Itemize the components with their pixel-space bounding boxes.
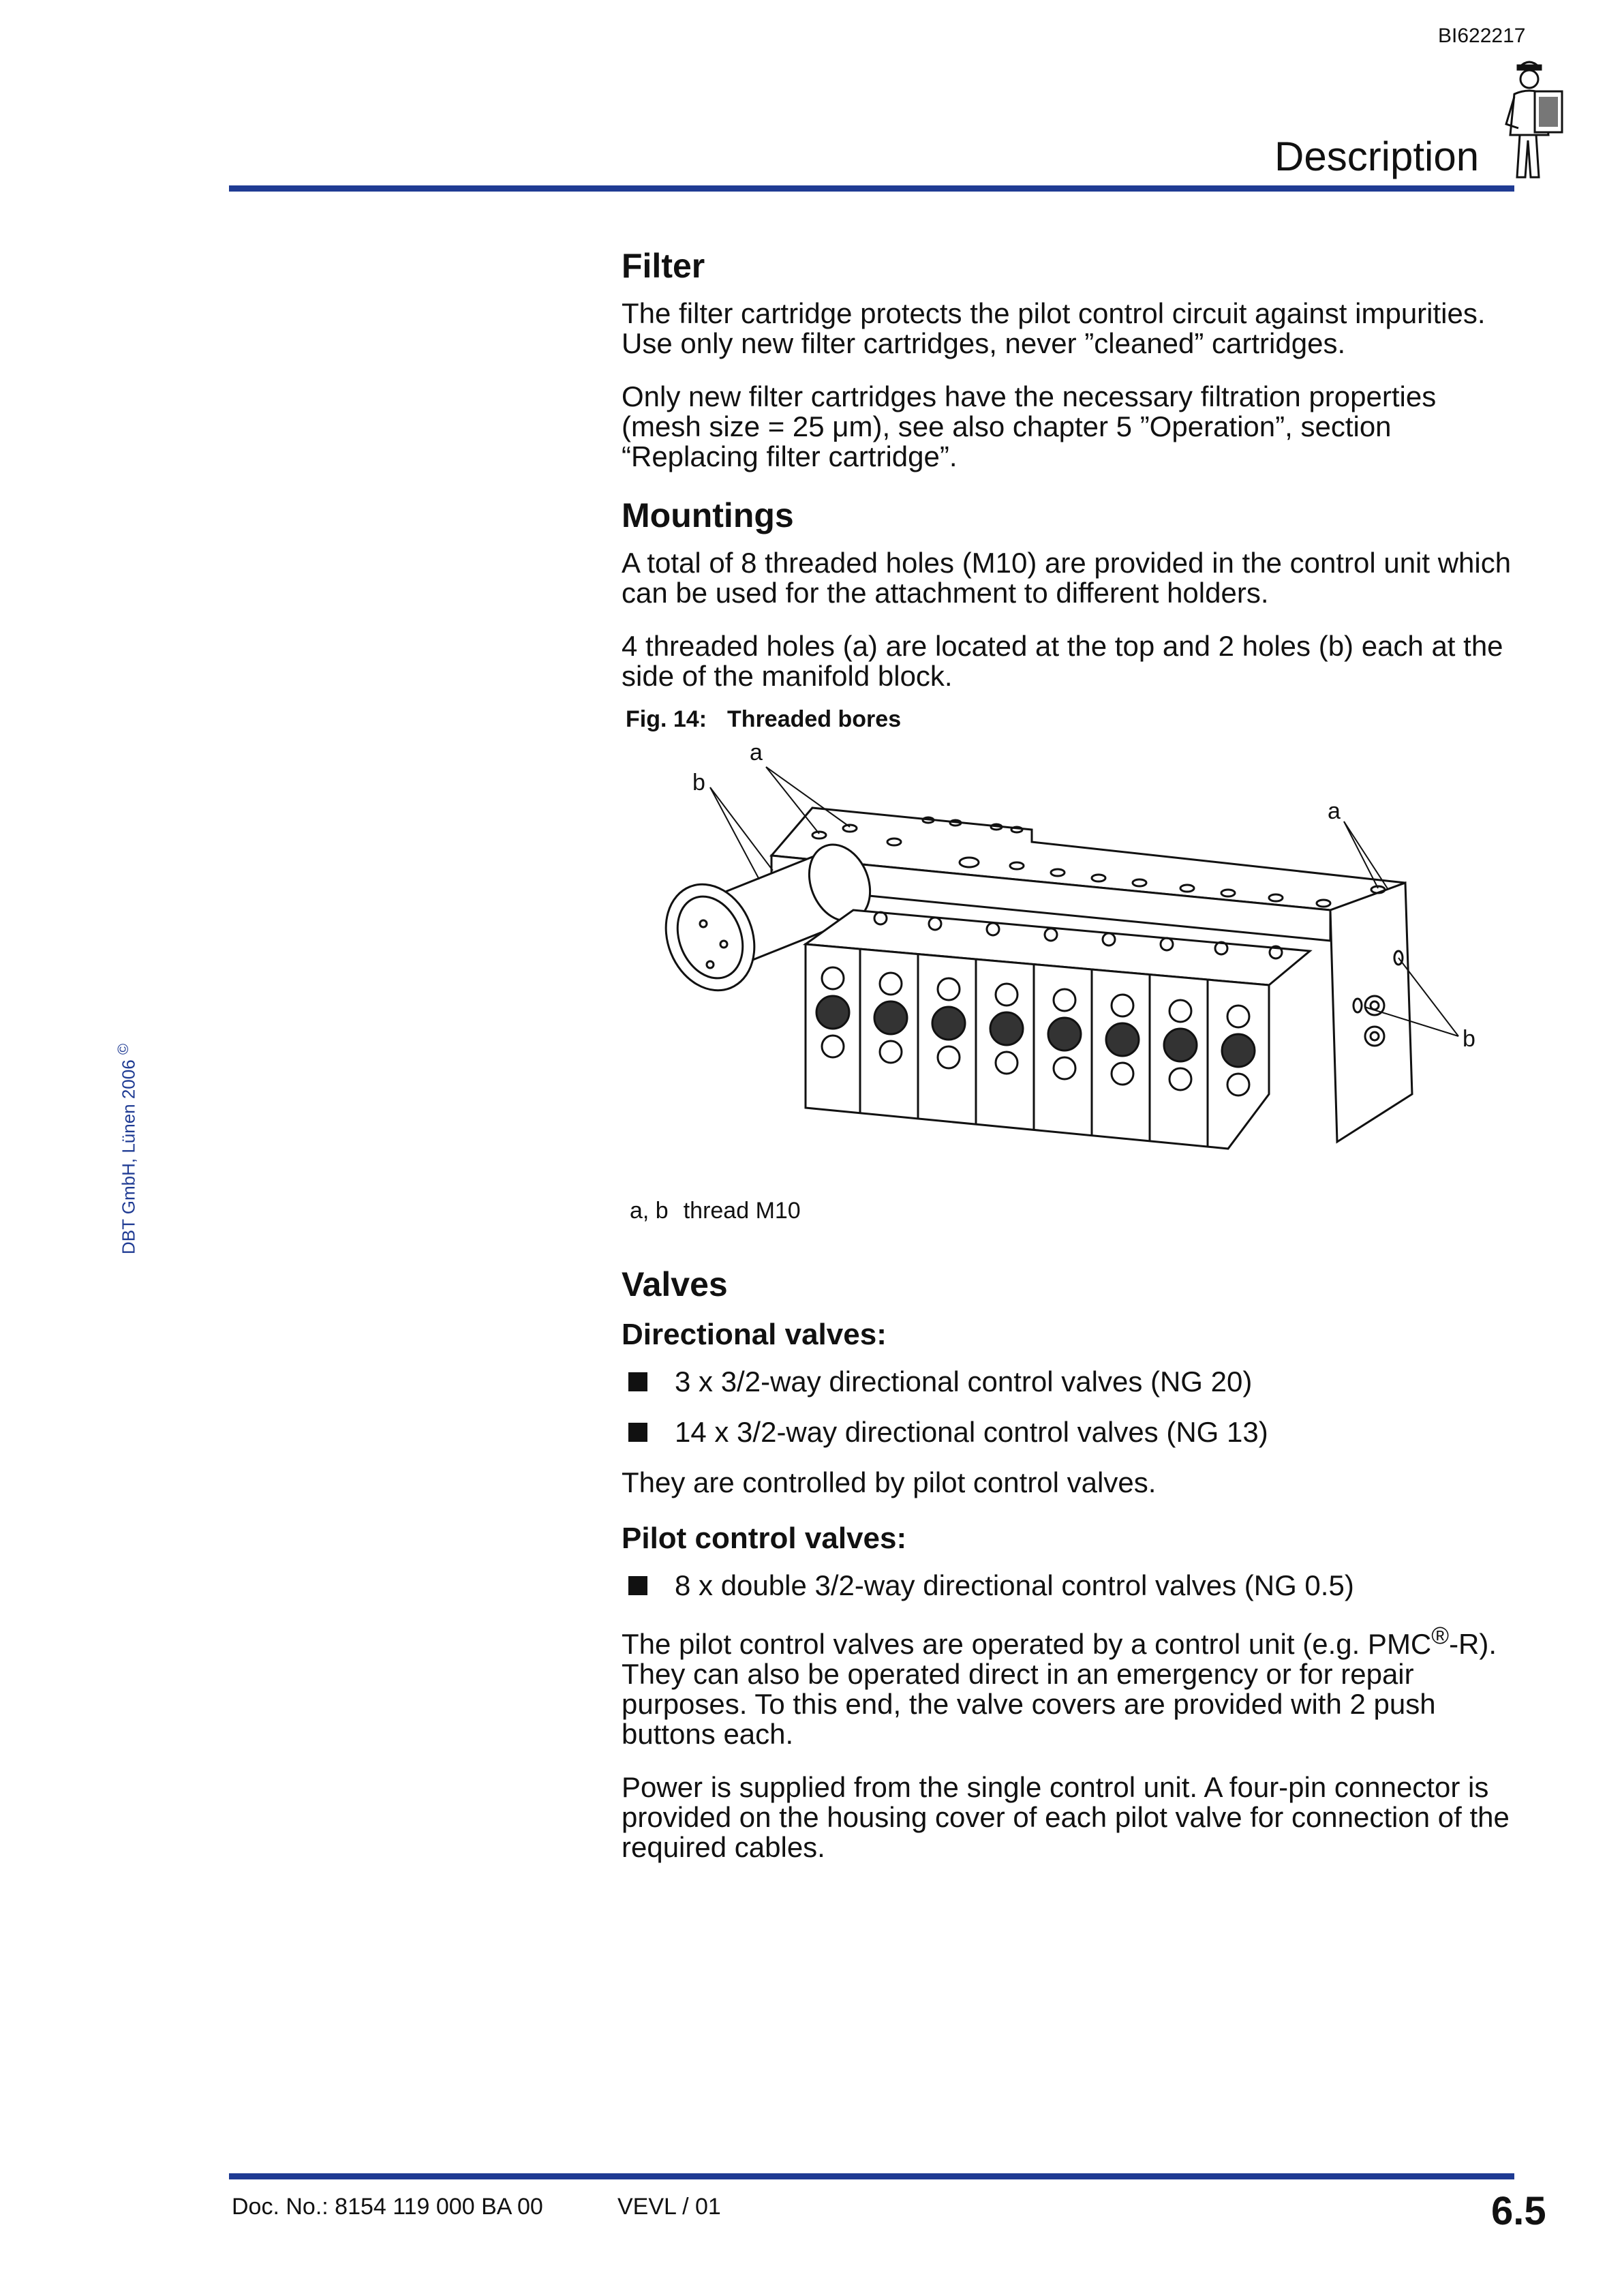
header-rule bbox=[229, 185, 1514, 192]
main-content bbox=[622, 245, 1521, 1886]
directional-valves-heading: Directional valves: bbox=[622, 1318, 887, 1351]
directional-valves-note: They are controlled by pilot control valves. bbox=[622, 1466, 1157, 1498]
figure-label-b-right: b bbox=[1463, 1026, 1475, 1052]
document-id: BI622217 bbox=[1438, 25, 1526, 47]
bullet-square-icon bbox=[628, 1576, 647, 1595]
footer-doc-number: Doc. No.: 8154 119 000 BA 00 bbox=[232, 2194, 543, 2220]
mountings-paragraph-2: 4 threaded holes (a) are located at the top and 2 holes (b) each at the side of the manifold block. bbox=[622, 630, 1503, 692]
registered-mark: ® bbox=[1431, 1622, 1450, 1649]
figure-caption bbox=[626, 706, 1521, 733]
footer-rule bbox=[229, 2173, 1514, 2179]
figure-title: Threaded bores bbox=[727, 706, 902, 732]
figure-legend bbox=[630, 1198, 1521, 1224]
figure-number: Fig. 14: bbox=[626, 706, 707, 732]
bullet-square-icon bbox=[628, 1423, 647, 1442]
pilot-valves-list bbox=[622, 1571, 1521, 1601]
pilot-valves-paragraph-1: The pilot control valves are operated by a control unit (e.g. PMC®-R). They can also be operated direct in an emergency or for repair purposes. To this end, the valve covers are provided with 2 push buttons each. bbox=[622, 1622, 1497, 1750]
list-item: 3 x 3/2-way directional control valves (NG 20) bbox=[622, 1367, 1521, 1397]
manifold-block-drawing bbox=[615, 740, 1508, 1190]
filter-paragraph-1: The filter cartridge protects the pilot control circuit against impurities. Use only new filter cartridges, never ”cleaned” cartridges. bbox=[622, 297, 1486, 359]
section-title: Description bbox=[1274, 134, 1480, 179]
pilot-valves-paragraph-2: Power is supplied from the single control unit. A four-pin connector is provided on the housing cover of each pilot valve for connection of the required cables. bbox=[622, 1770, 1510, 1863]
filter-paragraph-2: Only new filter cartridges have the necessary filtration properties (mesh size = 25 μm), see also chapter 5 ”Operation”, section “Replacing filter cartridge”. bbox=[622, 380, 1437, 472]
figure-label-a-right: a bbox=[1328, 798, 1341, 824]
figure-legend-key: a, b bbox=[630, 1198, 669, 1224]
mountings-heading: Mountings bbox=[622, 496, 794, 534]
figure-legend-text: thread M10 bbox=[683, 1198, 801, 1224]
manifold-end-face bbox=[1330, 883, 1412, 1142]
copyright-text: DBT GmbH, Lünen 2006 bbox=[118, 1059, 139, 1254]
footer-version: VEVL / 01 bbox=[617, 2194, 721, 2220]
figure-threaded-bores bbox=[615, 740, 1508, 1190]
bullet-square-icon bbox=[628, 1372, 647, 1391]
directional-valves-list bbox=[622, 1367, 1521, 1447]
page-number: 6.5 bbox=[1491, 2189, 1546, 2233]
copyright-notice bbox=[114, 1044, 140, 1254]
technician-with-clipboard-icon bbox=[1493, 53, 1567, 183]
list-item: 14 x 3/2-way directional control valves (NG 13) bbox=[622, 1417, 1521, 1447]
mountings-paragraph-1: A total of 8 threaded holes (M10) are provided in the control unit which can be used for the attachment to different holders. bbox=[622, 547, 1512, 609]
figure-label-b-left: b bbox=[692, 770, 705, 796]
filter-heading: Filter bbox=[622, 247, 705, 285]
copyright-symbol: © bbox=[114, 1043, 132, 1055]
pilot-valves-heading: Pilot control valves: bbox=[622, 1521, 907, 1555]
valves-heading: Valves bbox=[622, 1265, 728, 1303]
list-item: 8 x double 3/2-way directional control valves (NG 0.5) bbox=[622, 1571, 1521, 1601]
figure-label-a-left: a bbox=[750, 740, 763, 766]
